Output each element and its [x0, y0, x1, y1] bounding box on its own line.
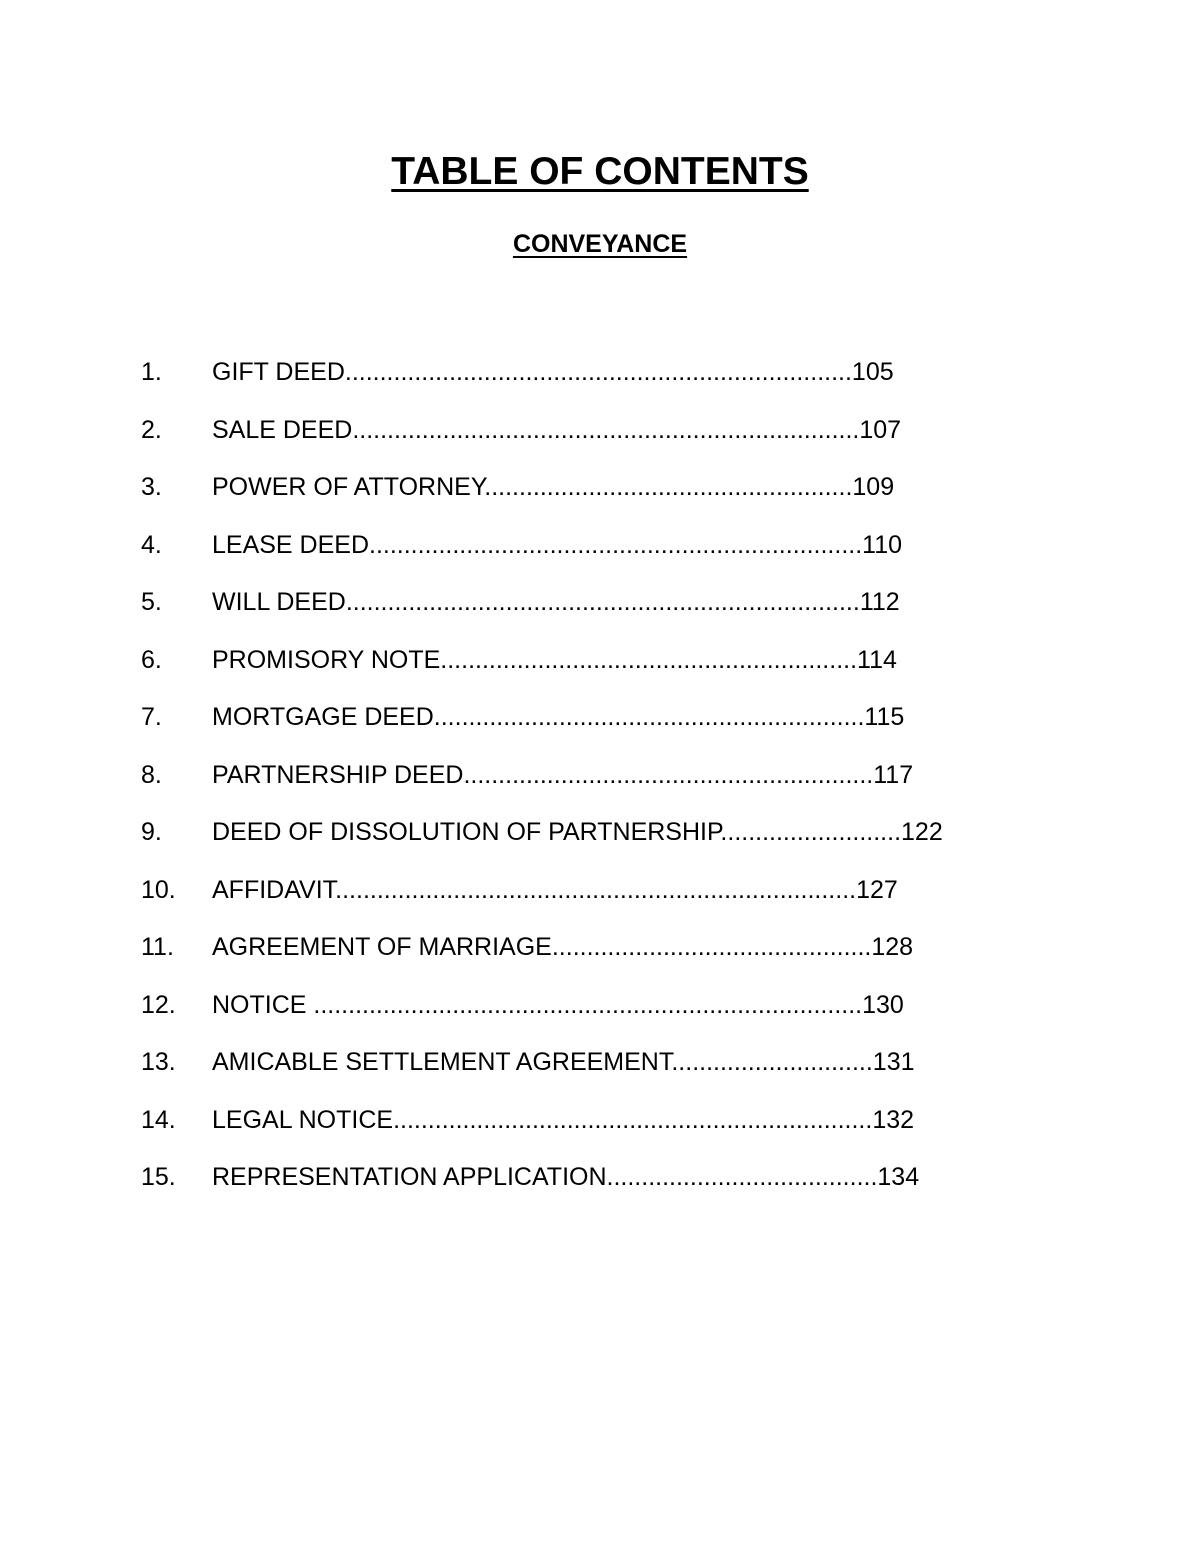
toc-entry: [141, 412, 1041, 470]
page-title-text: TABLE OF CONTENTS: [391, 150, 809, 193]
toc-entry: [141, 354, 1041, 412]
toc-entry-text: GIFT DEED.........................................................................105: [212, 358, 894, 386]
toc-entry-number: 6.: [141, 645, 162, 674]
toc-entry: [141, 814, 1041, 872]
toc-entry-number: 7.: [141, 703, 162, 731]
toc-entry-number: 9.: [141, 818, 162, 846]
toc-entry: [141, 1159, 1041, 1217]
toc-entry-number: 11.: [141, 933, 174, 961]
toc-entry-text: SALE DEED.........................................................................107: [212, 415, 902, 444]
toc-entry: [141, 1044, 1041, 1102]
section-subtitle: [0, 228, 1200, 260]
toc-entry-text: AFFIDAVIT...........................................................................127: [212, 875, 898, 904]
toc-entry: [141, 987, 1041, 1045]
toc-entry-text: DEED OF DISSOLUTION OF PARTNERSHIP..........................122: [212, 818, 943, 846]
toc-entry-text: LEASE DEED.......................................................................110: [212, 530, 903, 559]
toc-entry-number: 4.: [141, 530, 162, 559]
toc-entry-number: 13.: [141, 1048, 176, 1076]
table-of-contents-list: [141, 354, 1041, 1217]
toc-entry-text: AGREEMENT OF MARRIAGE..............................................128: [212, 933, 914, 961]
toc-entry-text: PARTNERSHIP DEED...........................................................117: [212, 760, 914, 789]
toc-entry: [141, 584, 1041, 642]
toc-entry: [141, 1102, 1041, 1160]
toc-entry-number: 12.: [141, 990, 176, 1019]
toc-entry: [141, 757, 1041, 815]
toc-entry-number: 1.: [141, 358, 162, 386]
toc-entry-number: 3.: [141, 473, 162, 501]
page-title: [0, 148, 1200, 196]
section-subtitle-text: CONVEYANCE: [512, 230, 688, 258]
toc-entry-text: PROMISORY NOTE............................................................114: [212, 645, 897, 674]
toc-entry-number: 2.: [141, 415, 162, 444]
toc-entry: [141, 699, 1041, 757]
toc-entry: [141, 469, 1041, 527]
toc-entry-text: LEGAL NOTICE.....................................................................132: [212, 1105, 915, 1134]
toc-entry-text: POWER OF ATTORNEY.....................................................109: [212, 473, 895, 501]
toc-entry: [141, 872, 1041, 930]
toc-entry-text: NOTICE ...............................................................................130: [212, 990, 904, 1019]
toc-entry-text: AMICABLE SETTLEMENT AGREEMENT.............................131: [212, 1048, 915, 1076]
toc-entry-number: 15.: [141, 1163, 176, 1191]
toc-entry-text: MORTGAGE DEED..............................................................115: [212, 703, 905, 731]
toc-entry: [141, 929, 1041, 987]
toc-entry-text: WILL DEED..........................................................................112: [212, 588, 900, 616]
toc-entry-number: 10.: [141, 875, 176, 904]
toc-entry-number: 5.: [141, 588, 162, 616]
toc-entry: [141, 642, 1041, 700]
toc-entry: [141, 527, 1041, 585]
toc-entry-number: 14.: [141, 1105, 176, 1134]
toc-entry-number: 8.: [141, 760, 162, 789]
toc-entry-text: REPRESENTATION APPLICATION.......................................134: [212, 1163, 920, 1191]
